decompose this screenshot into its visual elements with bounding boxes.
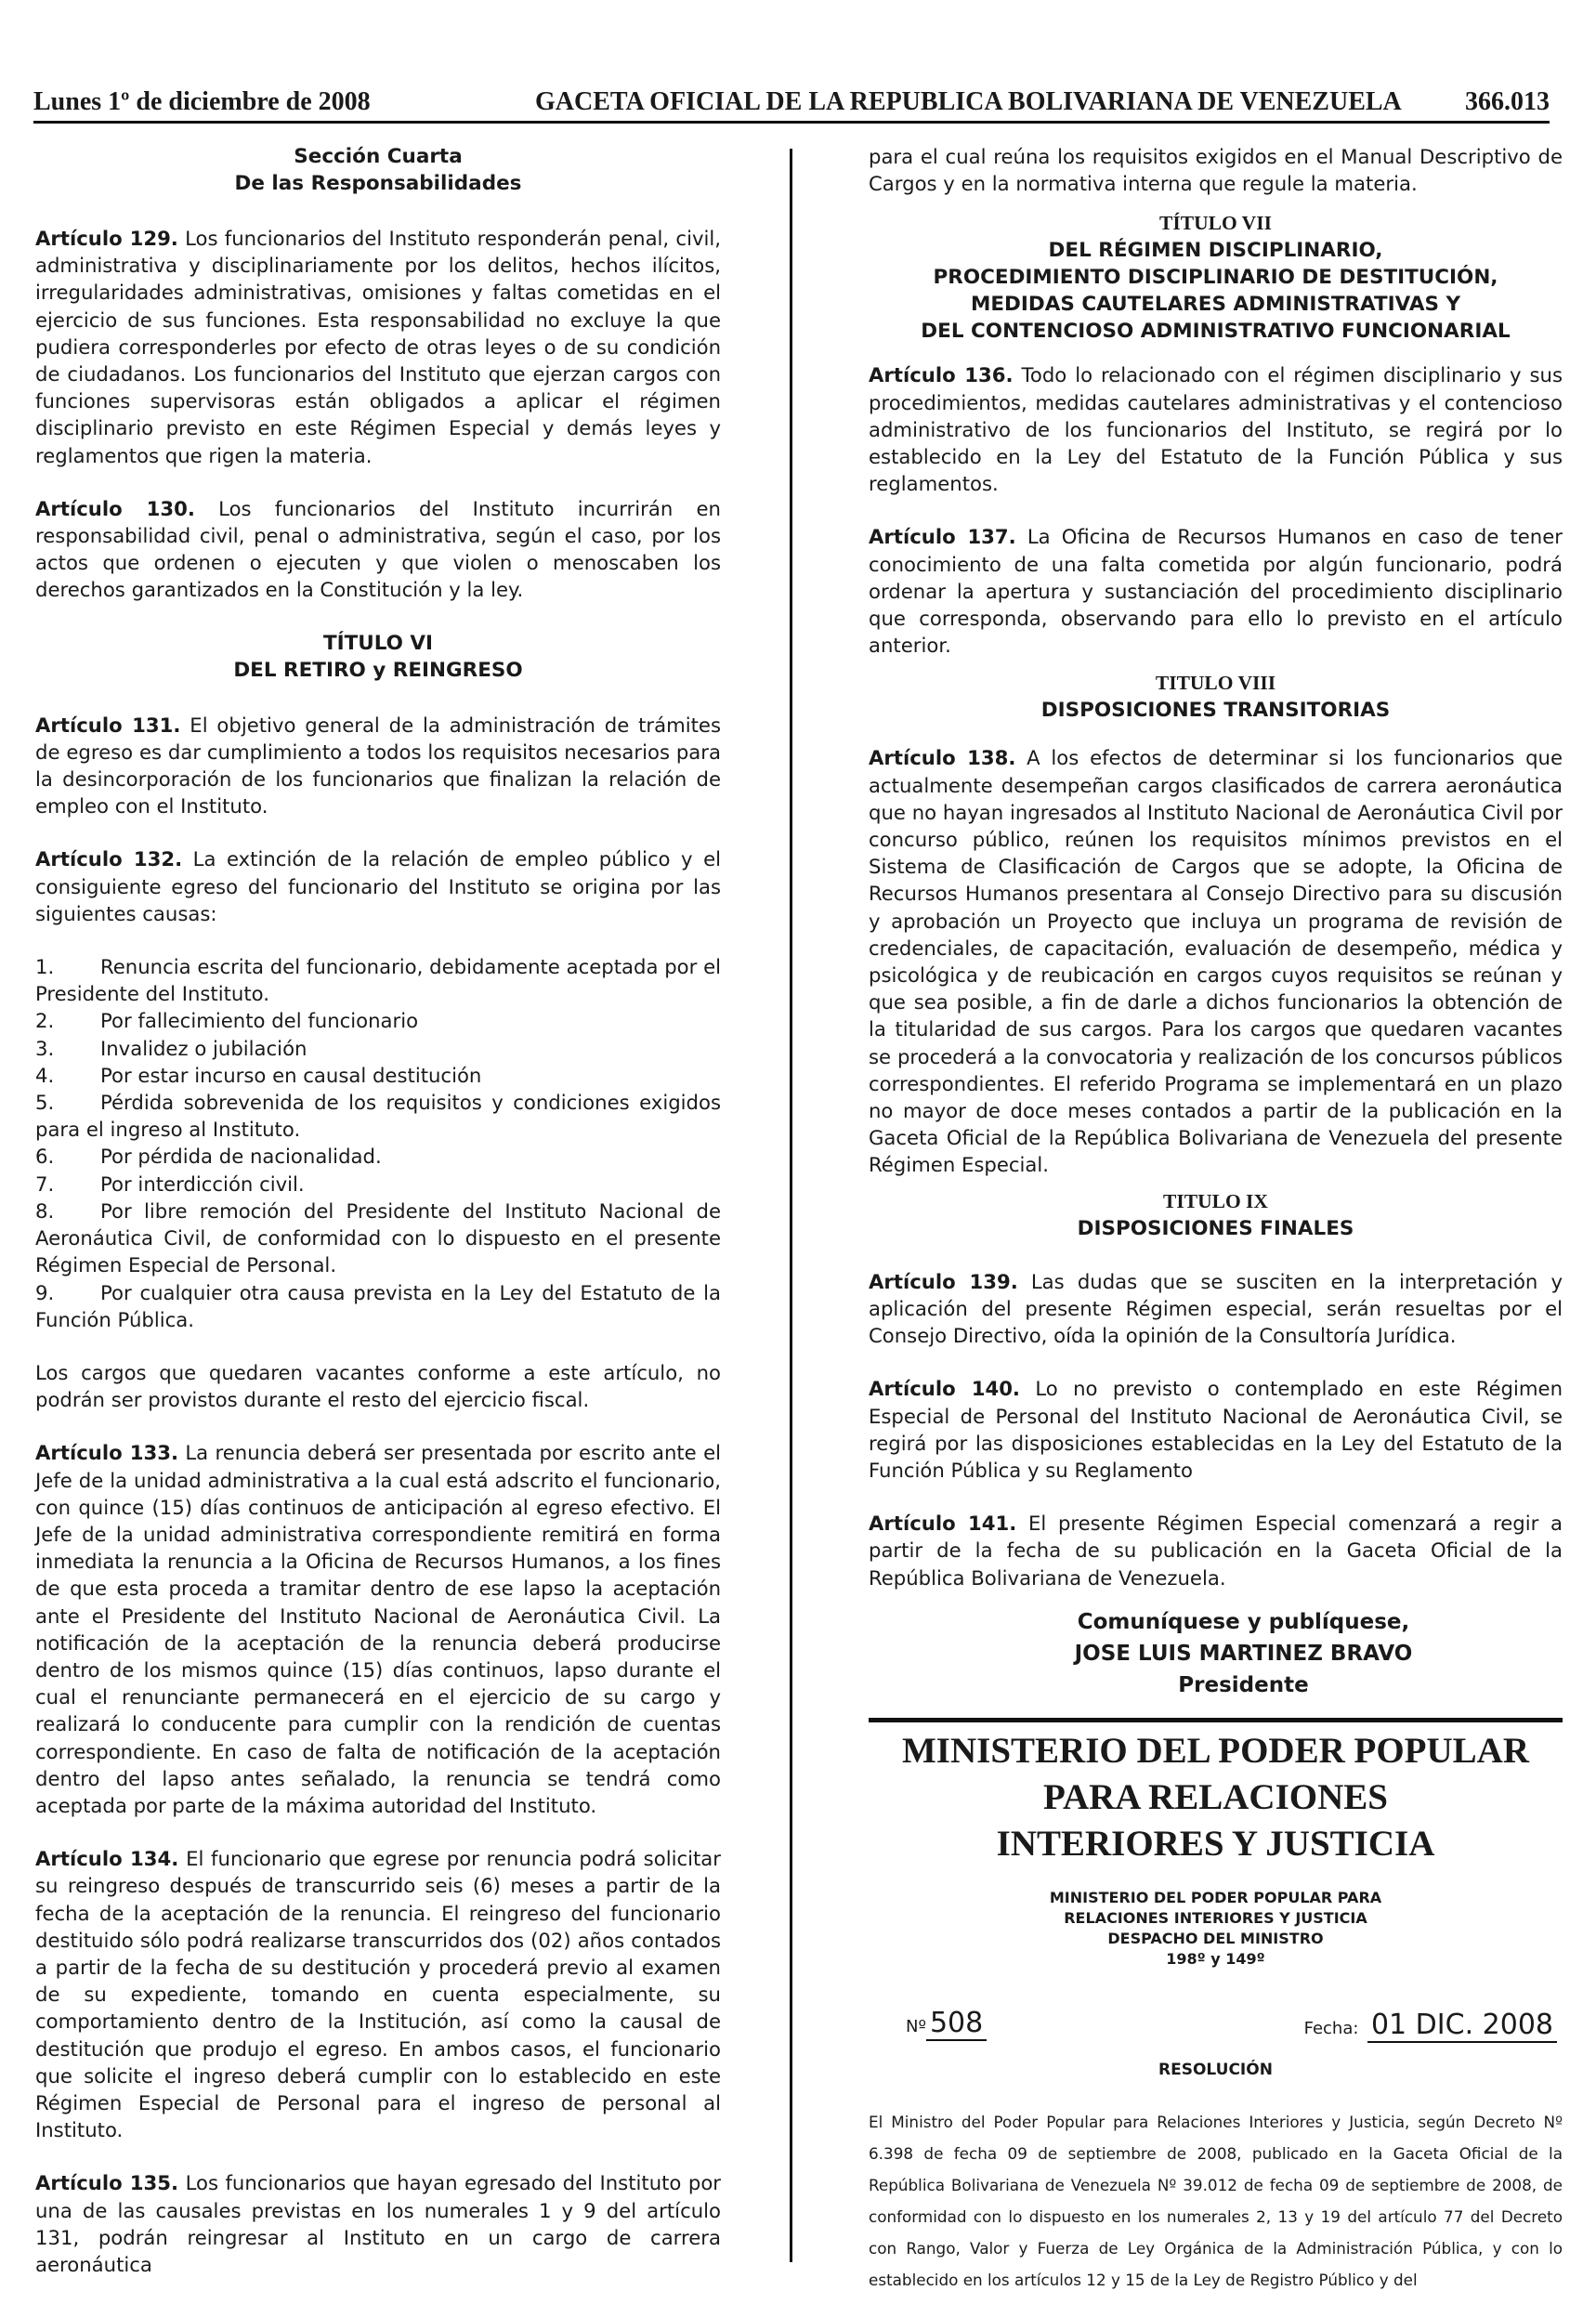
list-text: Invalidez o jubilación: [100, 1036, 307, 1060]
header-publication: GACETA OFICIAL DE LA REPUBLICA BOLIVARIANA DE VENEZUELA: [535, 87, 1402, 116]
right-column: [869, 143, 1563, 2296]
article-label: Artículo 136.: [869, 363, 1014, 387]
list-item: [35, 1198, 721, 1279]
article-133: [35, 1439, 721, 1819]
heading-line: DISPOSICIONES TRANSITORIAS: [1040, 699, 1391, 723]
vacancies-paragraph: Los cargos que quedaren vacantes conforme a este artículo, no podrán ser provistos durante el resto del ejercicio fiscal.: [35, 1360, 721, 1412]
date-value: 01 DIC. 2008: [1367, 2009, 1557, 2043]
article-130: [35, 495, 721, 604]
section-heading: [35, 143, 721, 197]
article-text: La renuncia deberá ser presentada por escrito ante el Jefe de la unidad administrativa a la cual está adscrito el funcionario, con quince (15) días continuos de anticipación al egreso efectivo. El Jefe de la unidad administrativa correspondiente remitirá en forma inmediata la renuncia a la Oficina de Recursos Humanos, a los fines de que esta proceda a tramitar dentro de ese lapso la aceptación ante el Presidente del Instituto Nacional de Aeronáutica Civil. La notificación de la aceptación de la renuncia deberá producirse dentro de los mismos quince (15) días continuos, lapso durante el cual el renunciante permanecerá en el ejercicio de su cargo y realizará lo conducente para cumplir con la rendición de cuentas correspondiente. En caso de falta de notificación de la aceptación dentro del lapso antes señalado, la renuncia se tendrá como aceptada por parte de la máxima autoridad del Instituto.: [35, 1441, 722, 1817]
number-label: Nº: [906, 2016, 926, 2036]
article-132: [35, 845, 721, 927]
article-label: Artículo 138.: [869, 746, 1016, 770]
list-number: 7.: [35, 1172, 55, 1196]
list-item: [35, 1279, 721, 1333]
titulo-vi-heading: [35, 630, 721, 684]
article-label: Artículo 131.: [35, 713, 181, 737]
article-137: [869, 523, 1563, 659]
article-135-continuation: para el cual reúna los requisitos exigidos en el Manual Descriptivo de Cargos y en la normativa interna que regule la materia.: [869, 145, 1563, 196]
article-131: [35, 712, 721, 820]
list-item: [35, 1062, 721, 1089]
list-text: Renuncia escrita del funcionario, debidamente aceptada por el Presidente del Instituto.: [35, 955, 721, 1006]
closing-formula: Comuníquese y publíquese,: [1077, 1609, 1410, 1634]
header-date: Lunes 1º de diciembre de 2008: [33, 87, 371, 116]
subheading-line: DESPACHO DEL MINISTRO: [1107, 1929, 1324, 1947]
article-label: Artículo 137.: [869, 525, 1016, 549]
ministry-title-line: INTERIORES Y JUSTICIA: [996, 1823, 1435, 1864]
article-136: [869, 361, 1563, 497]
signer-name: JOSE LUIS MARTINEZ BRAVO: [1074, 1641, 1413, 1666]
header-page-number: 366.013: [1465, 87, 1550, 116]
page-header: [33, 85, 1550, 124]
heading-line: TITULO VIII: [1155, 672, 1276, 695]
article-label: Artículo 132.: [35, 847, 183, 871]
list-text: Por cualquier otra causa prevista en la Ley del Estatuto de la Función Pública.: [35, 1280, 721, 1331]
article-text: Los funcionarios que hayan egresado del Instituto por una de las causales previstas en los numerales 1 y 9 del artículo 131, podrán reingresar al Instituto en un cargo de carrera aeronáutica: [35, 2171, 721, 2276]
article-text: La Oficina de Recursos Humanos en caso de tener conocimiento de una falta cometida por algún funcionario, podrá ordenar la apertura y sustanciación del procedimiento disciplinario que corresponda, observando para ello lo previsto en el artículo anterior.: [869, 525, 1563, 658]
ministry-title-line: MINISTERIO DEL PODER POPULAR: [902, 1730, 1529, 1771]
article-135: [35, 2169, 721, 2278]
article-text: El objetivo general de la administración de trámites de egreso es dar cumplimiento a todos los requisitos necesarios para la desincorporación de los funcionarios que finalizan la relación de empleo con el Instituto.: [35, 713, 722, 818]
list-text: Pérdida sobrevenida de los requisitos y condiciones exigidos para el ingreso al Instituto.: [35, 1091, 721, 1142]
titulo-ix-heading: [869, 1188, 1563, 1242]
signature-block: [924, 1606, 1563, 1701]
list-number: 4.: [35, 1063, 55, 1087]
ministry-divider: [869, 1718, 1563, 1728]
list-number: 8.: [35, 1198, 55, 1223]
list-number: 6.: [35, 1145, 55, 1169]
article-text: El presente Régimen Especial comenzará a regir a partir de la fecha de su publicación en la Gaceta Oficial de la República Bolivariana de Venezuela.: [869, 1512, 1563, 1590]
article-138: [869, 744, 1563, 1178]
article-label: Artículo 141.: [869, 1512, 1017, 1536]
heading-line: TÍTULO VI: [322, 631, 434, 655]
heading-line: PROCEDIMIENTO DISCIPLINARIO DE DESTITUCIÓN,: [933, 266, 1498, 290]
ministry-subheading: [869, 1888, 1563, 1970]
heading-line: TÍTULO VII: [1159, 212, 1272, 235]
list-text: Por pérdida de nacionalidad.: [100, 1145, 382, 1169]
resolution-text: El Ministro del Poder Popular para Relaciones Interiores y Justicia, según Decreto Nº 6.398 de fecha 09 de septiembre de 2008, publicado en la Gaceta Oficial de la República Bolivariana de Venezuela Nº 39.012 de fecha 09 de septiembre de 2008, de conformidad con lo dispuesto en los numerales 2, 13 y 19 del artículo 77 del Decreto con Rango, Valor y Fuerza de Ley Orgánica de la Administración Pública, y con lo establecido en los artículos 12 y 15 de la Ley de Registro Público y del: [869, 2112, 1563, 2289]
list-number: 5.: [35, 1091, 55, 1115]
list-text: Por libre remoción del Presidente del Instituto Nacional de Aeronáutica Civil, de conformidad con lo dispuesto en el presente Régimen Especial de Personal.: [35, 1198, 721, 1277]
list-number: 1.: [35, 955, 55, 979]
article-text: El funcionario que egrese por renuncia podrá solicitar su reingreso después de transcurrido seis (6) meses a partir de la fecha de la aceptación de la renuncia. El reingreso del funcionario destituido sólo podrá realizarse transcurridos dos (02) años contados a partir de la fecha de su destitución y procederá previo al examen de su expediente, tomando en cuenta especialmente, su comportamiento dentro de la Institución, así como la causal de destitución que produjo el egreso. En ambos casos, el funcionario que solicite el ingreso deberá cumplir con lo establecido en este Régimen Especial de Personal para el ingreso de personal al Instituto.: [35, 1847, 721, 2142]
article-text: Los funcionarios del Instituto incurrirán en responsabilidad civil, penal o administrativa, según el caso, por los actos que ordenen o ejecuten y que violen o menoscaben los derechos garantizados en la Constitución y la ley.: [35, 496, 721, 602]
article-label: Artículo 129.: [35, 227, 178, 250]
list-number: 9.: [35, 1280, 55, 1304]
section-heading-line: De las Responsabilidades: [234, 172, 522, 195]
date-label: Fecha:: [1303, 2018, 1359, 2038]
causes-list: [35, 953, 721, 1333]
heading-line: DEL CONTENCIOSO ADMINISTRATIVO FUNCIONARIAL: [921, 320, 1511, 344]
heading-line: MEDIDAS CAUTELARES ADMINISTRATIVAS Y: [970, 293, 1461, 317]
list-item: [35, 1171, 721, 1198]
article-label: Artículo 130.: [35, 496, 195, 520]
signer-title: Presidente: [1178, 1672, 1309, 1697]
article-label: Artículo 139.: [869, 1269, 1018, 1293]
titulo-vii-heading: [869, 210, 1563, 345]
column-divider: [790, 149, 792, 2262]
list-text: Por interdicción civil.: [100, 1172, 305, 1196]
list-item: [35, 1035, 721, 1062]
titulo-viii-heading: [869, 670, 1563, 724]
article-text: Los funcionarios del Instituto responderán penal, civil, administrativa y disciplinariamente por los delitos, hechos ilícitos, irregularidades administrativas, omisiones y faltas cometidas en el ejercicio de sus funciones. Esta responsabilidad no excluye la que pudiera corresponderles por efecto de otras leyes o de su condición de ciudadanos. Los funcionarios del Instituto que ejerzan cargos con funciones supervisoras están obligados a aplicar el régimen disciplinario previsto en este Régimen Especial y demás leyes y reglamentos que rigen la materia.: [35, 227, 721, 467]
heading-line: TITULO IX: [1163, 1189, 1268, 1212]
article-text: A los efectos de determinar si los funcionarios que actualmente desempeñan cargos clasificados de carrera aeronáutica que no hayan ingresados al Instituto Nacional de Aeronáutica Civil por concurso público, reúnen los requisitos mínimos previstos en el Sistema de Clasificación de Cargos que se adopte, la Oficina de Recursos Humanos presentara al Consejo Directivo para su discusión y aprobación un Proyecto que incluya un programa de revisión de credenciales, de capacitación, evaluación de desempeño, médica y psicológica y de reubicación en cargos cuyos requisitos se reúnan y que sea posible, a fin de darle a dichos funcionarios la obtención de la titularidad de sus cargos. Para los cargos que quedaren vacantes se procederá a la convocatoria y realización de los concursos públicos correspondientes. El referido Programa se implementará en un plazo no mayor de doce meses contados a partir de la publicación en la Gaceta Oficial de la República Bolivariana de Venezuela del presente Régimen Especial.: [869, 746, 1563, 1177]
resolution-title: RESOLUCIÓN: [1158, 2060, 1273, 2079]
resolution-number: [906, 2006, 987, 2040]
article-129: [35, 225, 721, 469]
subheading-line: MINISTERIO DEL PODER POPULAR PARA: [1049, 1888, 1382, 1906]
heading-line: DEL RETIRO y REINGRESO: [233, 658, 523, 682]
article-label: Artículo 140.: [869, 1377, 1020, 1401]
article-139: [869, 1268, 1563, 1350]
list-number: 2.: [35, 1009, 55, 1033]
heading-line: DEL RÉGIMEN DISCIPLINARIO,: [1048, 239, 1383, 263]
list-text: Por estar incurso en causal destitución: [100, 1063, 482, 1087]
article-140: [869, 1375, 1563, 1484]
article-text: Lo no previsto o contemplado en este Régimen Especial de Personal del Instituto Nacional de Aeronáutica Civil, se regirá por las disposiciones establecidas en la Ley del Estatuto de la Función Pública y su Reglamento: [869, 1377, 1563, 1482]
subheading-line: 198º y 149º: [1166, 1949, 1265, 1968]
article-text: La extinción de la relación de empleo público y el consiguiente egreso del funcionario del Instituto se origina por las siguientes causas:: [35, 847, 721, 925]
ministry-title-line: PARA RELACIONES: [1043, 1776, 1388, 1817]
left-column: [35, 143, 721, 2304]
article-label: Artículo 135.: [35, 2171, 179, 2195]
article-text: Todo lo relacionado con el régimen disciplinario y sus procedimientos, medidas cautelares administrativas y el contencioso administrativo de los funcionarios del Instituto, se regirá por lo establecido en la Ley del Estatuto de la Función Pública y sus reglamentos.: [869, 363, 1563, 496]
list-item: [35, 953, 721, 1007]
subheading-line: RELACIONES INTERIORES Y JUSTICIA: [1064, 1908, 1367, 1927]
resolution-number-date: [869, 1994, 1563, 2042]
article-label: Artículo 133.: [35, 1441, 178, 1465]
list-text: Por fallecimiento del funcionario: [100, 1009, 419, 1033]
article-label: Artículo 134.: [35, 1847, 179, 1871]
number-value: 508: [926, 2007, 987, 2041]
list-item: [35, 1007, 721, 1034]
resolution-date: [1303, 2008, 1557, 2042]
article-134: [35, 1845, 721, 2143]
section-heading-line: Sección Cuarta: [294, 145, 463, 168]
list-item: [35, 1089, 721, 1143]
ministry-title: [869, 1728, 1563, 1867]
list-item: [35, 1143, 721, 1170]
list-number: 3.: [35, 1036, 55, 1060]
article-141: [869, 1510, 1563, 1591]
heading-line: DISPOSICIONES FINALES: [1077, 1216, 1354, 1240]
article-text: Las dudas que se susciten en la interpretación y aplicación del presente Régimen especial, serán resueltas por el Consejo Directivo, oída la opinión de la Consultoría Jurídica.: [869, 1269, 1563, 1348]
